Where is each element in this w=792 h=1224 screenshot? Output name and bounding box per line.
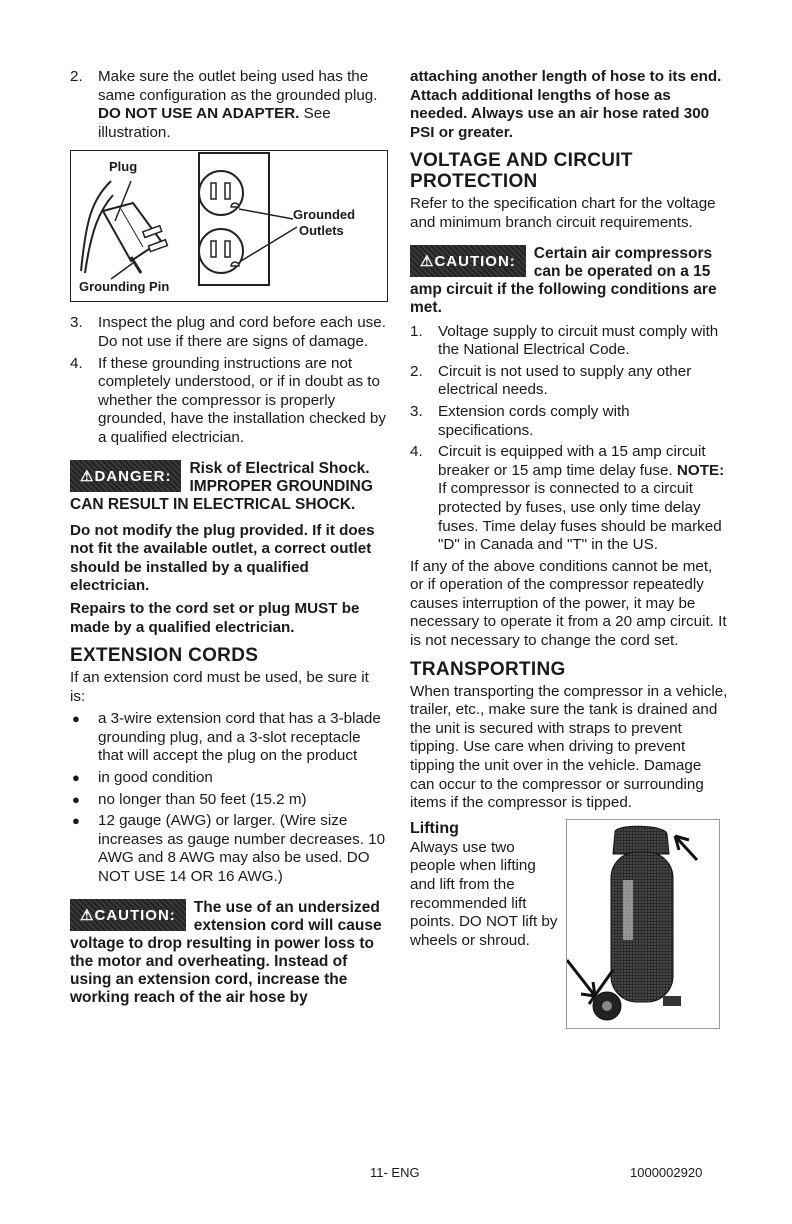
list-item xyxy=(410,443,728,555)
bullet-text: no longer than 50 feet (15.2 m) xyxy=(98,790,307,808)
item-text: Circuit is equipped with a 15 amp circuit breaker or 15 amp time delay fuse. xyxy=(438,443,706,479)
item-number: 3. xyxy=(70,314,83,332)
circuit-conditions xyxy=(410,323,728,555)
danger-badge: ⚠DANGER: xyxy=(70,460,181,492)
item-number: 4. xyxy=(70,354,83,372)
caution-badge: ⚠CAUTION: xyxy=(410,245,526,277)
lifting-heading: Lifting xyxy=(410,819,459,837)
list-item xyxy=(70,68,388,142)
bullet-icon: ● xyxy=(72,791,80,807)
caution-warning-left xyxy=(70,899,388,1007)
item-number: 2. xyxy=(410,362,423,380)
document-code: 1000002920 xyxy=(630,1165,703,1180)
voltage-circuit-heading: VOLTAGE AND CIRCUIT PROTECTION xyxy=(410,150,633,193)
item-tail-text: See illustration. xyxy=(98,105,331,141)
item-text: Extension cords comply with specifications. xyxy=(438,402,630,439)
item-number: 2. xyxy=(70,68,83,85)
item-bold-text: DO NOT USE AN ADAPTER. xyxy=(98,105,300,123)
continued-caution-text: attaching another length of hose to its end. Attach additional lengths of hose as needed. Always use an air hose rated 300 PSI or greater. xyxy=(410,68,722,141)
list-item xyxy=(410,363,728,400)
plug-label: Plug xyxy=(109,159,138,175)
lifting-section xyxy=(410,819,728,951)
outlets-label-line1: Grounded xyxy=(293,207,356,223)
danger-paragraph-1: Do not modify the plug provided. If it does not fit the available outlet, a correct outlet should be installed by a qualified electrician. xyxy=(70,521,375,595)
bullet-icon: ● xyxy=(72,813,80,829)
bullet-icon: ● xyxy=(72,770,80,786)
list-item xyxy=(410,323,728,360)
caution-heading: Certain air compressors can be operated on a 15 amp circuit if the following conditions are met. xyxy=(410,244,717,316)
extension-intro: If an extension cord must be used, be sure it is: xyxy=(70,669,369,705)
item-text: Make sure the outlet being used has the same configuration as the grounded plug. xyxy=(98,68,378,104)
list-item xyxy=(70,355,388,448)
grounding-steps-top xyxy=(70,68,388,142)
grounding-pin-label: Grounding Pin xyxy=(79,279,170,295)
extension-cords-heading: EXTENSION CORDS xyxy=(70,645,259,667)
list-item xyxy=(70,710,388,766)
caution-text: The use of an undersized extension cord will cause voltage to drop resulting in power loss to the motor and overheating. Instead of using an extension cord, increase the working reach of the air hose by xyxy=(70,898,382,1006)
item-number: 1. xyxy=(410,322,423,340)
item-note-text: If compressor is connected to a circuit protected by fuses, use only time delay fuses. Time delay fuses should be marked "D" in Canada and "T" in the US. xyxy=(438,480,722,554)
lifting-text: Always use two people when lifting and lift from the recommended lift points. DO NOT lift by wheels or shroud. xyxy=(410,838,558,949)
item-text: Voltage supply to circuit must comply with the National Electrical Code. xyxy=(438,322,719,359)
list-item xyxy=(70,314,388,351)
voltage-intro: Refer to the specification chart for the voltage and minimum branch circuit requirements. xyxy=(410,195,716,231)
list-item xyxy=(410,403,728,440)
list-item xyxy=(70,791,388,810)
caution-warning-right xyxy=(410,245,728,317)
left-column xyxy=(70,68,388,1007)
compressor-drawing xyxy=(567,820,719,1028)
page-number: 11- ENG xyxy=(370,1165,420,1180)
bullet-text: in good condition xyxy=(98,769,213,787)
extension-requirements xyxy=(70,710,388,886)
item-text: Circuit is not used to supply any other electrical needs. xyxy=(438,362,692,399)
grounding-steps xyxy=(70,314,388,447)
danger-warning xyxy=(70,460,388,638)
bullet-text: a 3-wire extension cord that has a 3-blade grounding plug, and a 3-slot receptacle that will accept the plug on the product xyxy=(98,710,381,765)
caution-badge: ⚠CAUTION: xyxy=(70,899,186,931)
bullet-icon: ● xyxy=(72,711,80,727)
item-text: If these grounding instructions are not completely understood, or if in doubt as to whether the compressor is properly grounded, have the installation checked by a qualified electrician. xyxy=(98,354,386,446)
outlets-label-line2: Outlets xyxy=(299,223,344,239)
transporting-text: When transporting the compressor in a vehicle, trailer, etc., make sure the tank is drained and the unit is secured with straps to prevent tipping. Use care when driving to prevent tipping the unit over in the vehicle. Damage can occur to the compressor or surrounding items if the compressor is tipped. xyxy=(410,682,728,812)
danger-heading: Risk of Electrical Shock. IMPROPER GROUNDING CAN RESULT IN ELECTRICAL SHOCK. xyxy=(70,459,373,513)
bullet-text: 12 gauge (AWG) or larger. (Wire size increases as gauge number decreases. 10 AWG and 8 AWG may also be used. DO NOT USE 14 OR 16 AWG.) xyxy=(98,812,386,886)
transporting-heading: TRANSPORTING xyxy=(410,658,566,680)
circuit-after-text: If any of the above conditions cannot be met, or if operation of the compressor repeatedly causes interruption of the power, it may be necessary to operate it from a 20 amp circuit. It is not necessary to change the cord set. xyxy=(410,557,727,650)
plug-outlet-illustration xyxy=(70,150,388,302)
danger-paragraph-2: Repairs to the cord set or plug MUST be made by a qualified electrician. xyxy=(70,599,360,636)
note-label: NOTE: xyxy=(676,461,725,479)
compressor-image xyxy=(566,819,720,1029)
list-item xyxy=(70,812,388,886)
item-number: 4. xyxy=(410,443,423,461)
item-number: 3. xyxy=(410,402,423,420)
list-item xyxy=(70,769,388,788)
item-text: Inspect the plug and cord before each use. Do not use if there are signs of damage. xyxy=(98,314,386,350)
right-column xyxy=(410,68,728,950)
